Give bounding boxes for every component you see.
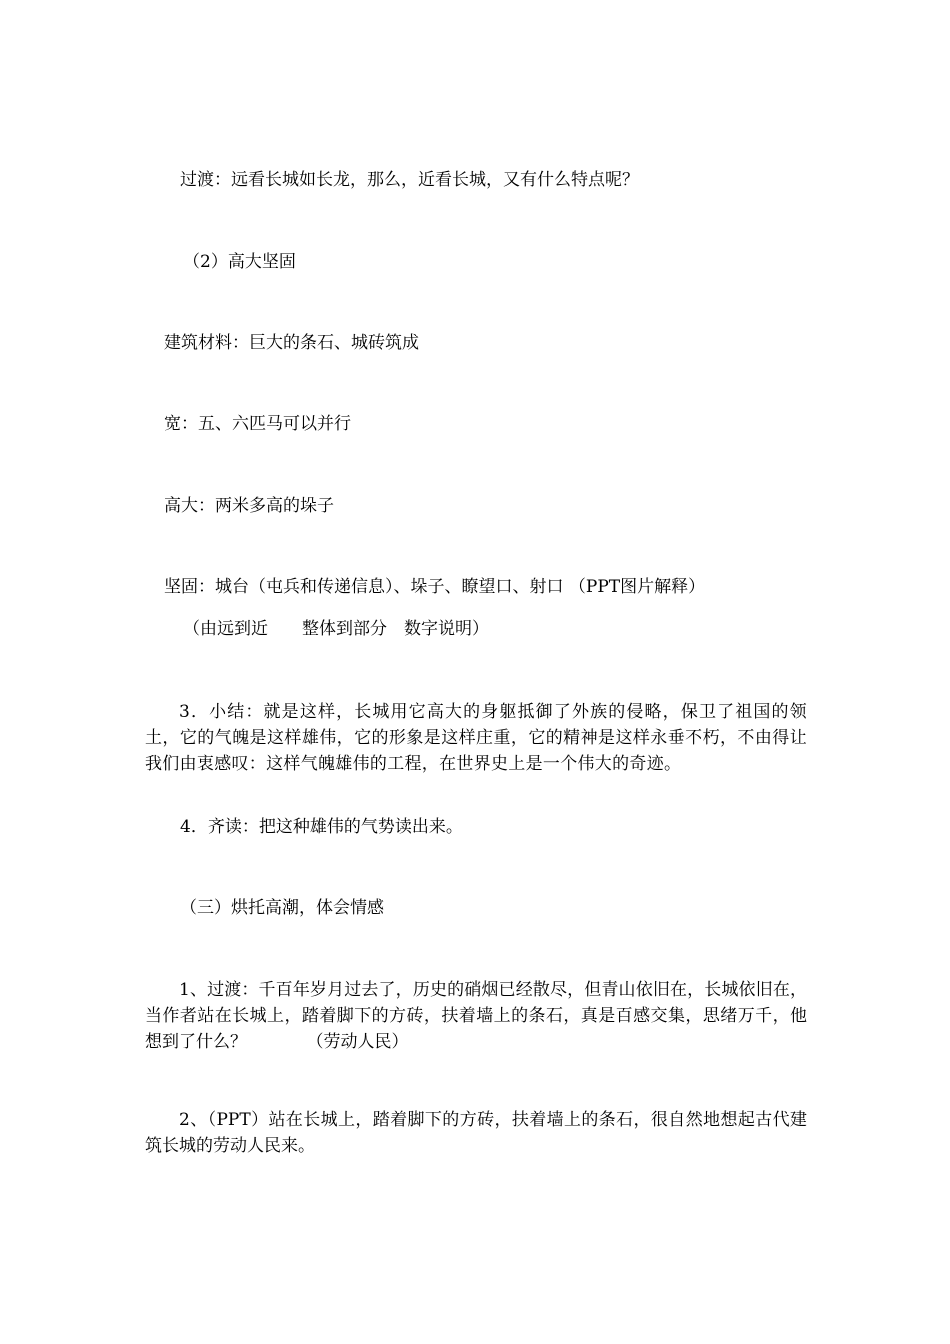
solid-line: 坚固：城台（屯兵和传递信息）、垛子、瞭望口、射口 （PPT图片解释） bbox=[164, 577, 706, 597]
transition-line: 过渡：远看长城如长龙，那么，近看长城，又有什么特点呢？ bbox=[180, 170, 639, 190]
section-heading-tall-solid: （2）高大坚固 bbox=[183, 252, 296, 272]
summary-paragraph: 3．小结：就是这样，长城用它高大的身躯抵御了外族的侵略，保卫了祖国的领土，它的气魄是这样雄伟，它的形象是这样庄重，它的精神是这样永垂不朽，不由得让我们由衷感叹：这样气魄雄伟的工程，在世界史上是一个伟大的奇迹。 bbox=[145, 702, 807, 774]
height-line: 高大：两米多高的垛子 bbox=[164, 496, 334, 516]
width-line: 宽：五、六匹马可以并行 bbox=[164, 414, 351, 434]
item-2-paragraph: 2、（PPT）站在长城上，踏着脚下的方砖，扶着墙上的条石，很自然地想起古代建筑长城的劳动人民来。 bbox=[145, 1110, 807, 1156]
material-line: 建筑材料：巨大的条石、城砖筑成 bbox=[164, 333, 419, 353]
section-heading-climax: （三）烘托高潮，体会情感 bbox=[180, 898, 384, 918]
read-aloud-line: 4．齐读：把这种雄伟的气势读出来。 bbox=[180, 817, 463, 837]
methods-note: （由远到近 整体到部分 数字说明） bbox=[183, 619, 489, 639]
item-1-paragraph: 1、过渡：千百年岁月过去了，历史的硝烟已经散尽，但青山依旧在，长城依旧在，当作者站在长城上，踏着脚下的方砖，扶着墙上的条石，真是百感交集，思绪万千，他想到了什么？ （劳动人民） bbox=[145, 980, 807, 1052]
